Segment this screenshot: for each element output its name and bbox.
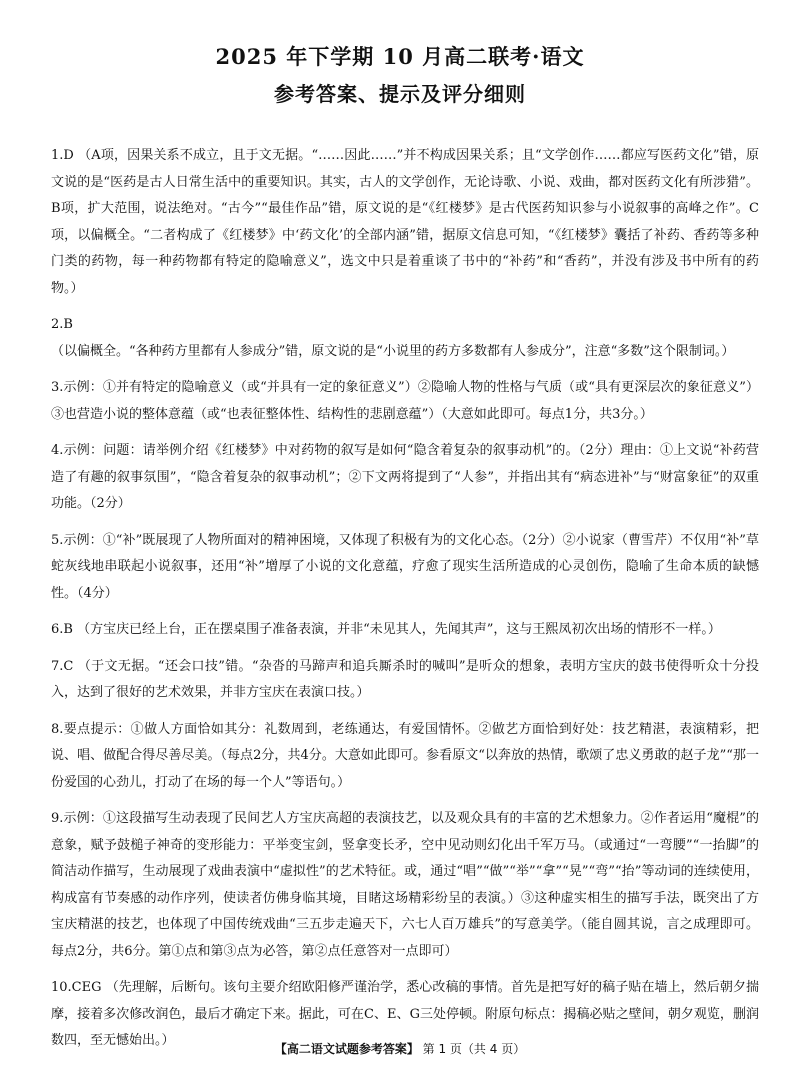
answer-number: 8. (51, 721, 64, 737)
answer-number: 4. (51, 443, 64, 458)
answer-text: 示例：①并有特定的隐喻意义（或“并具有一定的象征意义”）②隐喻人物的性格与气质（或“具有更深层次的象征意义”）③也营造小说的整体意蕴（或“也表征整体性、结构性的悲剧意蕴”）（大意如此即可。每点1分，共3分。） (51, 380, 759, 422)
page-footer (0, 1040, 800, 1057)
answer-number: 9. (51, 811, 64, 826)
answer-text: （于文无据。“还会口技”错。“杂沓的马蹄声和追兵厮杀时的喊叫”是听众的想象，表明方宝庆的鼓书使得听众十分投入，达到了很好的艺术效果，并非方宝庆在表演口技。） (51, 658, 759, 700)
answer-list (51, 143, 759, 1065)
answer-item-9 (51, 806, 759, 965)
answer-item-3 (51, 375, 759, 428)
answer-number: 10.CEG (51, 980, 102, 995)
answer-text: （A项，因果关系不成立，且于文无据。“……因此……”并不构成因果关系；且“文学创作……都应写医药文化”错，原文说的是“医药是古人日常生活中的重要知识。其实，古人的文学创作，无论诗歌、小说、戏曲，都对医药文化有所涉猎”。B项，扩大范围，说法绝对。“古今”“最佳作品”错，原文说的是“《红楼梦》是古代医药知识参与小说叙事的高峰之作”。C项，以偏概全。“二者构成了《红楼梦》中‘药文化’的全部内涵”错，据原文信息可知，“《红楼梦》囊括了补药、香药等多种门类的药物，每一种药物都有特定的隐喻意义”，选文中只是着重谈了书中的“补药”和“香药”，并没有涉及书中所有的药物。） (51, 148, 759, 296)
answer-item-6 (51, 617, 759, 644)
answer-number: 6.B (51, 622, 73, 637)
footer-bracket-right: 】 (406, 1042, 419, 1056)
answer-text: 示例：①这段描写生动表现了民间艺人方宝庆高超的表演技艺，以及观众具有的丰富的艺术想象力。②作者运用“魔棍”的意象，赋予鼓槌子神奇的变形能力：平举变宝剑，竖拿变长矛，空中见动则幻化出千军万马。（或通过“一弯腰”“一抬脚”的简洁动作描写，生动展现了戏曲表演中“虚拟性”的艺术特征。或，通过“唱”“做”“举”“拿”“晃”“弯”“抬”等动词的连续使用，构成富有节奏感的动作序列，使读者仿佛身临其境，目睹这场精彩纷呈的表演。）③这种虚实相生的描写手法，既突出了方宝庆精湛的技艺，也体现了中国传统戏曲“三五步走遍天下，六七人百万雄兵”的写意美学。（能自圆其说，言之成理即可。每点2分，共6分。第①点和第③点为必答，第②点任意答对一点即可） (51, 811, 759, 959)
page-title: 2025 年下学期 10 月高二联考·语文 (215, 44, 585, 69)
answer-item-7 (51, 654, 759, 707)
answer-text: （方宝庆已经上台，正在摆桌围子准备表演，并非“未见其人，先闻其声”，这与王熙凤初次出场的情形不一样。） (77, 622, 721, 637)
answer-number: 3. (51, 380, 64, 395)
answer-item-8 (51, 717, 759, 797)
answer-number: 1.D (51, 148, 74, 163)
answer-number: 2.B (51, 317, 73, 332)
answer-text: 示例：①“补”既展现了人物所面对的精神困境，又体现了积极有为的文化心态。（2分）②小说家（曹雪芹）不仅用“补”草蛇灰线地串联起小说叙事，还用“补”增厚了小说的文化意蕴，疗愈了现实生活所造成的心灵创伤，隐喻了生命本质的缺憾性。（4分） (51, 532, 759, 601)
answer-item-1 (51, 143, 759, 302)
answer-item-5 (51, 528, 759, 608)
answer-item-2 (51, 312, 759, 365)
answer-text: 示例：问题：请举例介绍《红楼梦》中对药物的叙写是如何“隐含着复杂的叙事动机”的。（2分）理由：①上文说“补药营造了有趣的叙事氛围”，“隐含着复杂的叙事动机”；②下文两将提到了“人参”，并指出其有“病态进补”与“财富象征”的双重功能。（2分） (51, 443, 759, 511)
answer-number: 7.C (51, 658, 74, 674)
page-subtitle: 参考答案、提示及评分细则 (274, 82, 526, 106)
answer-text: 要点提示：①做人方面恰如其分：礼数周到，老练通达，有爱国情怀。②做艺方面恰到好处：技艺精湛，表演精彩，把说、唱、做配合得尽善尽美。（每点2分，共4分。大意如此即可。参看原文“以奔放的热情，歌颂了忠义勇敢的赵子龙”“那一份爱国的心劲儿，打动了在场的每一个人”等语句。） (51, 721, 759, 790)
footer-page-number: 第 1 页（共 4 页） (422, 1042, 526, 1056)
footer-label: 高二语文试题参考答案 (286, 1042, 407, 1056)
answer-item-4 (51, 438, 759, 518)
footer-bracket-left: 【 (274, 1042, 287, 1056)
answer-text: （以偏概全。“各种药方里都有人参成分”错，原文说的是“小说里的药方多数都有人参成分”，注意“多数”这个限制词。） (51, 343, 735, 359)
answer-text: （先理解，后断句。该句主要介绍欧阳修严谨治学，悉心改稿的事情。首先是把写好的稿子贴在墙上，然后朝夕揣摩，接着多次修改润色，最后才确定下来。据此，可在C、E、G三处停顿。附原句标点：揭稿必贴之壁间，朝夕观览，删润数四，至无憾始出。） (51, 980, 759, 1048)
answer-number: 5. (51, 532, 64, 548)
